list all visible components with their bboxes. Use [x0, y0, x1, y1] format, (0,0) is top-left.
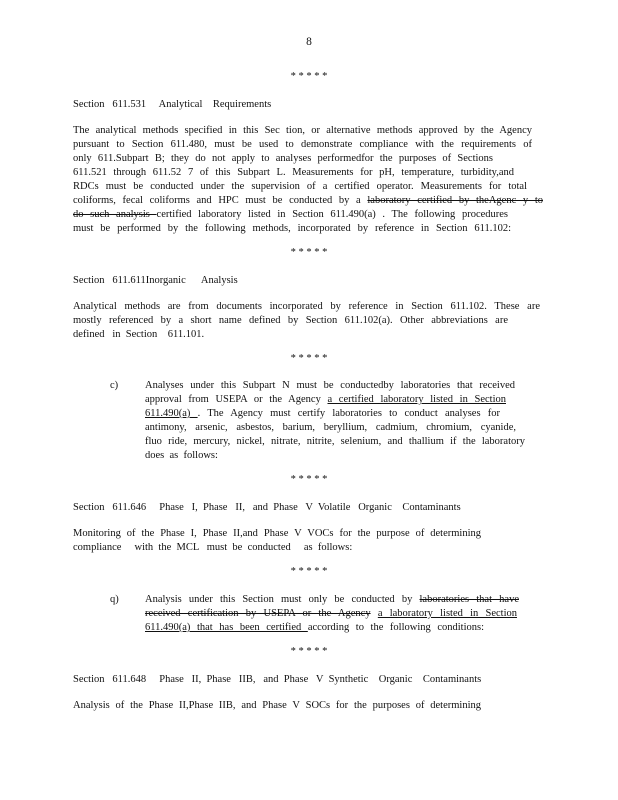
body-line — [145, 436, 525, 448]
text-run: 611.521 through 611.52 7 of this Subpart L. Measurements for pH, temperature, turbidity,and — [73, 167, 514, 178]
inserted-text: a certified laboratory listed in Section — [327, 394, 506, 405]
body-line — [73, 223, 511, 235]
body-line — [73, 542, 352, 554]
text-run: The analytical methods specified in this Sec tion, or alternative methods approved by the Agency — [73, 125, 532, 136]
body-line — [73, 139, 532, 151]
body-line — [73, 301, 540, 313]
body-line — [145, 422, 516, 434]
text-run: according to the following conditions: — [307, 622, 484, 633]
separator: * * * * * — [290, 646, 328, 657]
section-611-531-heading: Section 611.531 Analytical Requirements — [73, 99, 272, 110]
separator: * * * * * — [290, 566, 328, 577]
body-line — [145, 408, 500, 420]
item-q-label: q) — [110, 594, 119, 605]
text-run: Analysis under this Section must only be conducted by — [145, 594, 420, 605]
body-line — [73, 329, 204, 341]
inserted-text: a laboratory listed in Section — [377, 608, 518, 619]
body-line — [73, 167, 514, 179]
body-line — [145, 450, 218, 462]
text-run: certified laboratory listed in Section 611.490(a) . The following procedures — [156, 209, 509, 220]
deleted-text: laboratory certified by theAgenc y to — [367, 195, 543, 206]
separator: * * * * * — [290, 474, 328, 485]
text-run: coliforms, fecal coliforms and HPC must be conducted by a — [73, 195, 368, 206]
section-611-611-heading: Section 611.611Inorganic Analysis — [73, 275, 238, 286]
section-611-646-heading: Section 611.646 Phase I, Phase II, and Phase V Volatile Organic Contaminants — [73, 502, 461, 513]
text-run: must be performed by the following methods, incorporated by reference in Section 611.102: — [73, 223, 511, 234]
body-line — [73, 315, 508, 327]
separator: * * * * * — [290, 71, 328, 82]
text-run: does as follows: — [145, 450, 218, 461]
text-run: only 611.Subpart B; they do not apply to analyses performedfor the purposes of Sections — [73, 153, 493, 164]
text-run: fluo ride, mercury, nickel, nitrate, nitrite, selenium, and thallium if the laboratory — [145, 436, 525, 447]
body-line — [145, 622, 484, 634]
section-611-648-heading: Section 611.648 Phase II, Phase IIB, and Phase V Synthetic Organic Contaminants — [73, 674, 482, 685]
body-line — [145, 608, 517, 620]
body-line — [145, 394, 506, 406]
body-line — [73, 125, 532, 137]
body-line — [145, 594, 519, 606]
deleted-text: do such analysis — [73, 209, 157, 220]
body-line — [145, 380, 515, 392]
item-c-label: c) — [110, 380, 119, 391]
text-run: pursuant to Section 611.480, must be used to demonstrate compliance with the requirements of — [73, 139, 532, 150]
text-run: . The Agency must certify laboratories to conduct analyses for — [197, 408, 500, 419]
text-run: defined in Section 611.101. — [73, 329, 205, 340]
page-number: 8 — [306, 36, 312, 48]
text-run: antimony, arsenic, asbestos, barium, beryllium, cadmium, chromium, cyanide, — [145, 422, 516, 433]
text-run: RDCs must be conducted under the supervision of a certified operator. Measurements for total — [73, 181, 527, 192]
body-line — [73, 528, 481, 540]
deleted-text: laboratories that have — [419, 594, 519, 605]
separator: * * * * * — [290, 353, 328, 364]
body-line — [73, 153, 493, 165]
body-line — [73, 209, 508, 221]
text-run: Monitoring of the Phase I, Phase II,and Phase V VOCs for the purpose of determining — [73, 528, 481, 539]
body-line — [73, 700, 481, 712]
body-line — [73, 181, 527, 193]
text-run: Analytical methods are from documents incorporated by reference in Section 611.102. These are — [73, 301, 540, 312]
text-run: Analyses under this Subpart N must be conductedby laboratories that received — [145, 380, 515, 391]
text-run: compliance with the MCL must be conducted as follows: — [73, 542, 353, 553]
text-run — [371, 608, 378, 619]
text-run: Analysis of the Phase II,Phase IIB, and Phase V SOCs for the purposes of determining — [73, 700, 481, 711]
text-run: mostly referenced by a short name defined by Section 611.102(a). Other abbreviations are — [73, 315, 508, 326]
deleted-text: received certification by USEPA or the Agency — [145, 608, 371, 619]
inserted-text: 611.490(a) that has been certified — [145, 622, 308, 633]
inserted-text: 611.490(a) — [145, 408, 198, 419]
body-line — [73, 195, 543, 207]
separator: * * * * * — [290, 247, 328, 258]
text-run: approval from USEPA or the Agency — [145, 394, 328, 405]
